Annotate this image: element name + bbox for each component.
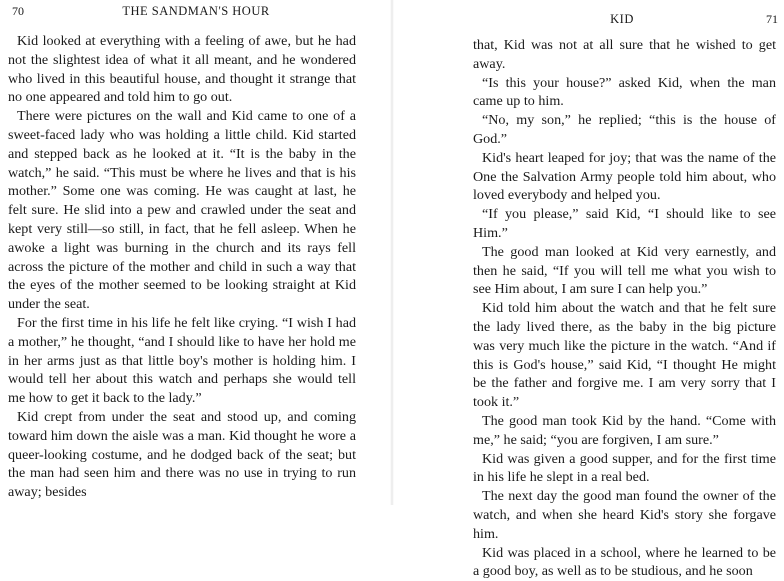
right-paragraph: The good man looked at Kid very earnestly, and then he said, “If you will tell me what you wish to see Him about, I am sure I can help you.” [473, 243, 776, 298]
left-running-head: THE SANDMAN'S HOUR [122, 4, 270, 18]
right-page-number: 71 [766, 12, 778, 26]
right-paragraph: “Is this your house?” asked Kid, when the man came up to him. [473, 74, 776, 110]
right-paragraph: The good man took Kid by the hand. “Come with me,” he said; “you are forgiven, I am sure.” [473, 412, 776, 448]
right-paragraph: that, Kid was not at all sure that he wished to get away. [473, 37, 776, 72]
left-body-text [8, 32, 356, 502]
left-paragraph: Kid looked at everything with a feeling of awe, but he had not the slightest idea of what it all meant, and he wondered who lived in this beautiful house, and thought it strange that no one appeared and told him to go out. [8, 33, 356, 106]
right-paragraph: Kid's heart leaped for joy; that was the name of the One the Salvation Army people told him about, who loved everybody and helped you. [473, 149, 776, 204]
left-page [0, 0, 392, 505]
right-paragraph: Kid was placed in a school, where he learned to be a good boy, as well as to be studious, and he soon [473, 544, 776, 580]
right-paragraph: The next day the good man found the owner of the watch, and when she heard Kid's story she forgave him. [473, 488, 776, 542]
left-page-number: 70 [12, 4, 24, 18]
right-paragraph: “No, my son,” he replied; “this is the house of God.” [473, 112, 776, 147]
right-running-head: KID [610, 12, 634, 26]
left-paragraph: There were pictures on the wall and Kid came to one of a sweet-faced lady who was holding a little child. Kid started and stepped back as he looked at it. “It is the baby in the watch,” he said. “This must be where he lives and that is his mother.” Some one was coming. He was caught at last, he felt sure. He slid into a pew and crawled under the seat and kept very still—so still, in fact, that he fell asleep. When he awoke a light was burning in the church and its rays fell across the picture of the mother and child in such a way that the eyes of the mother seemed to be looking straight at Kid under the seat. [8, 108, 356, 313]
right-paragraph: Kid was given a good supper, and for the first time in his life he slept in a real bed. [473, 450, 776, 486]
right-body-text [473, 36, 776, 581]
right-paragraph: Kid told him about the watch and that he felt sure the lady lived there, as the baby in the big picture was very much like the picture in the watch. “And if this is God's house,” said Kid, “I thought He might be the father and forgive me. I am very sorry that I took it.” [473, 300, 776, 411]
left-paragraph: For the first time in his life he felt like crying. “I wish I had a mother,” he thought, “and I should like to have her hold me in her arms just as that little boy's mother is holding him. I would tell her about this watch and perhaps she would tell me how to get it back to the lady.” [8, 314, 356, 407]
left-paragraph: Kid crept from under the seat and stood up, and coming toward him down the aisle was a man. Kid thought he wore a queer-looking costume, and he dodged back of the seat; but the man had seen him and there was no use in trying to run away; besides [8, 408, 356, 501]
right-page [392, 0, 784, 580]
right-paragraph: “If you please,” said Kid, “I should like to see Him.” [473, 206, 776, 241]
